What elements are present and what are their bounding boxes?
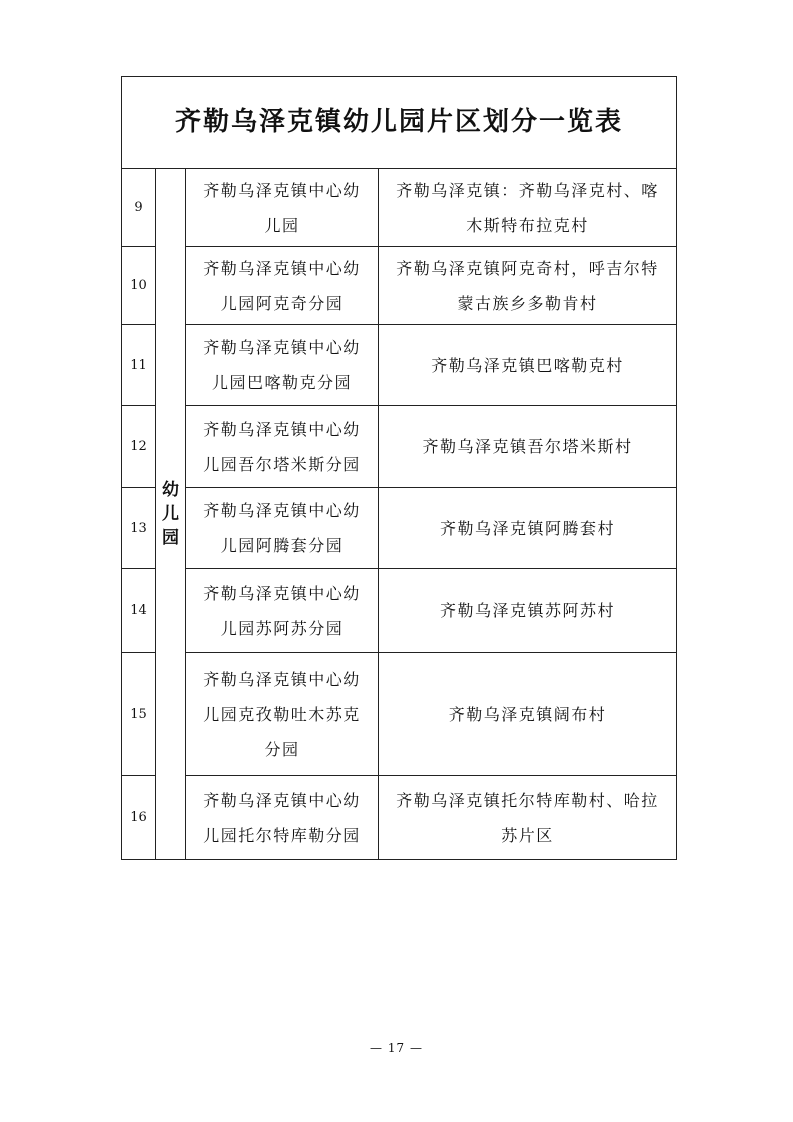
row-number: 13 [122, 488, 156, 569]
area-line: 齐勒乌泽克镇阿腾套村 [440, 518, 616, 538]
table-row [122, 776, 677, 860]
name-line: 儿园吾尔塔米斯分园 [203, 454, 361, 474]
name-line: 儿园托尔特库勒分园 [203, 825, 361, 845]
area-line: 齐勒乌泽克镇巴喀勒克村 [431, 355, 624, 375]
row-number: 11 [122, 325, 156, 406]
kindergarten-name [186, 776, 379, 860]
name-line: 齐勒乌泽克镇中心幼 [203, 419, 361, 439]
area-line: 齐勒乌泽克镇苏阿苏村 [440, 601, 616, 620]
name-line: 儿园 [264, 215, 300, 235]
kindergarten-name [186, 325, 379, 406]
category-cell [156, 169, 186, 860]
row-number: 10 [122, 247, 156, 325]
table-row [122, 247, 677, 325]
kindergarten-name [186, 406, 379, 488]
district-area [379, 325, 677, 406]
name-line: 齐勒乌泽克镇中心幼 [203, 258, 361, 278]
table-row [122, 488, 677, 569]
district-area [379, 488, 677, 569]
name-line: 分园 [264, 739, 300, 759]
row-number: 9 [122, 169, 156, 247]
page-number: — 17 — [370, 1041, 423, 1055]
row-number: 12 [122, 406, 156, 488]
name-line: 儿园巴喀勒克分园 [211, 373, 352, 392]
category-char: 儿 [162, 504, 179, 524]
kindergarten-district-table [121, 76, 677, 860]
area-line: 齐勒乌泽克镇阿克奇村，呼吉尔特 [396, 258, 659, 278]
district-area [379, 406, 677, 488]
area-line: 蒙古族乡多勒肯村 [457, 293, 598, 313]
title-row [122, 77, 677, 169]
area-line: 木斯特布拉克村 [466, 215, 589, 235]
table-row [122, 569, 677, 653]
name-line: 儿园苏阿苏分园 [220, 618, 344, 638]
district-area [379, 653, 677, 776]
kindergarten-name [186, 569, 379, 653]
table-row [122, 169, 677, 247]
row-number: 15 [122, 653, 156, 776]
name-line: 齐勒乌泽克镇中心幼 [203, 180, 361, 200]
table-row [122, 653, 677, 776]
kindergarten-name [186, 488, 379, 569]
category-char: 幼 [162, 480, 179, 500]
area-line: 齐勒乌泽克镇阔布村 [448, 704, 607, 724]
row-number: 16 [122, 776, 156, 860]
kindergarten-name [186, 169, 379, 247]
kindergarten-name [186, 653, 379, 776]
name-line: 齐勒乌泽克镇中心幼 [203, 669, 361, 689]
district-area [379, 776, 677, 860]
name-line: 儿园阿克奇分园 [220, 293, 344, 313]
table-row [122, 325, 677, 406]
name-line: 齐勒乌泽克镇中心幼 [203, 338, 361, 357]
area-line: 齐勒乌泽克镇吾尔塔米斯村 [422, 437, 633, 456]
category-char: 园 [162, 528, 179, 548]
table-row [122, 406, 677, 488]
area-line: 苏片区 [501, 825, 554, 845]
name-line: 齐勒乌泽克镇中心幼 [203, 790, 361, 810]
kindergarten-name [186, 247, 379, 325]
name-line: 齐勒乌泽克镇中心幼 [203, 501, 361, 520]
district-area [379, 169, 677, 247]
district-area [379, 247, 677, 325]
name-line: 齐勒乌泽克镇中心幼 [203, 583, 361, 603]
area-line: 齐勒乌泽克镇托尔特库勒村、哈拉 [396, 790, 659, 810]
table-title: 齐勒乌泽克镇幼儿园片区划分一览表 [122, 77, 677, 169]
name-line: 儿园克孜勒吐木苏克 [203, 704, 361, 724]
row-number: 14 [122, 569, 156, 653]
area-line: 齐勒乌泽克镇：齐勒乌泽克村、喀 [396, 180, 659, 200]
name-line: 儿园阿腾套分园 [220, 536, 344, 555]
district-area [379, 569, 677, 653]
